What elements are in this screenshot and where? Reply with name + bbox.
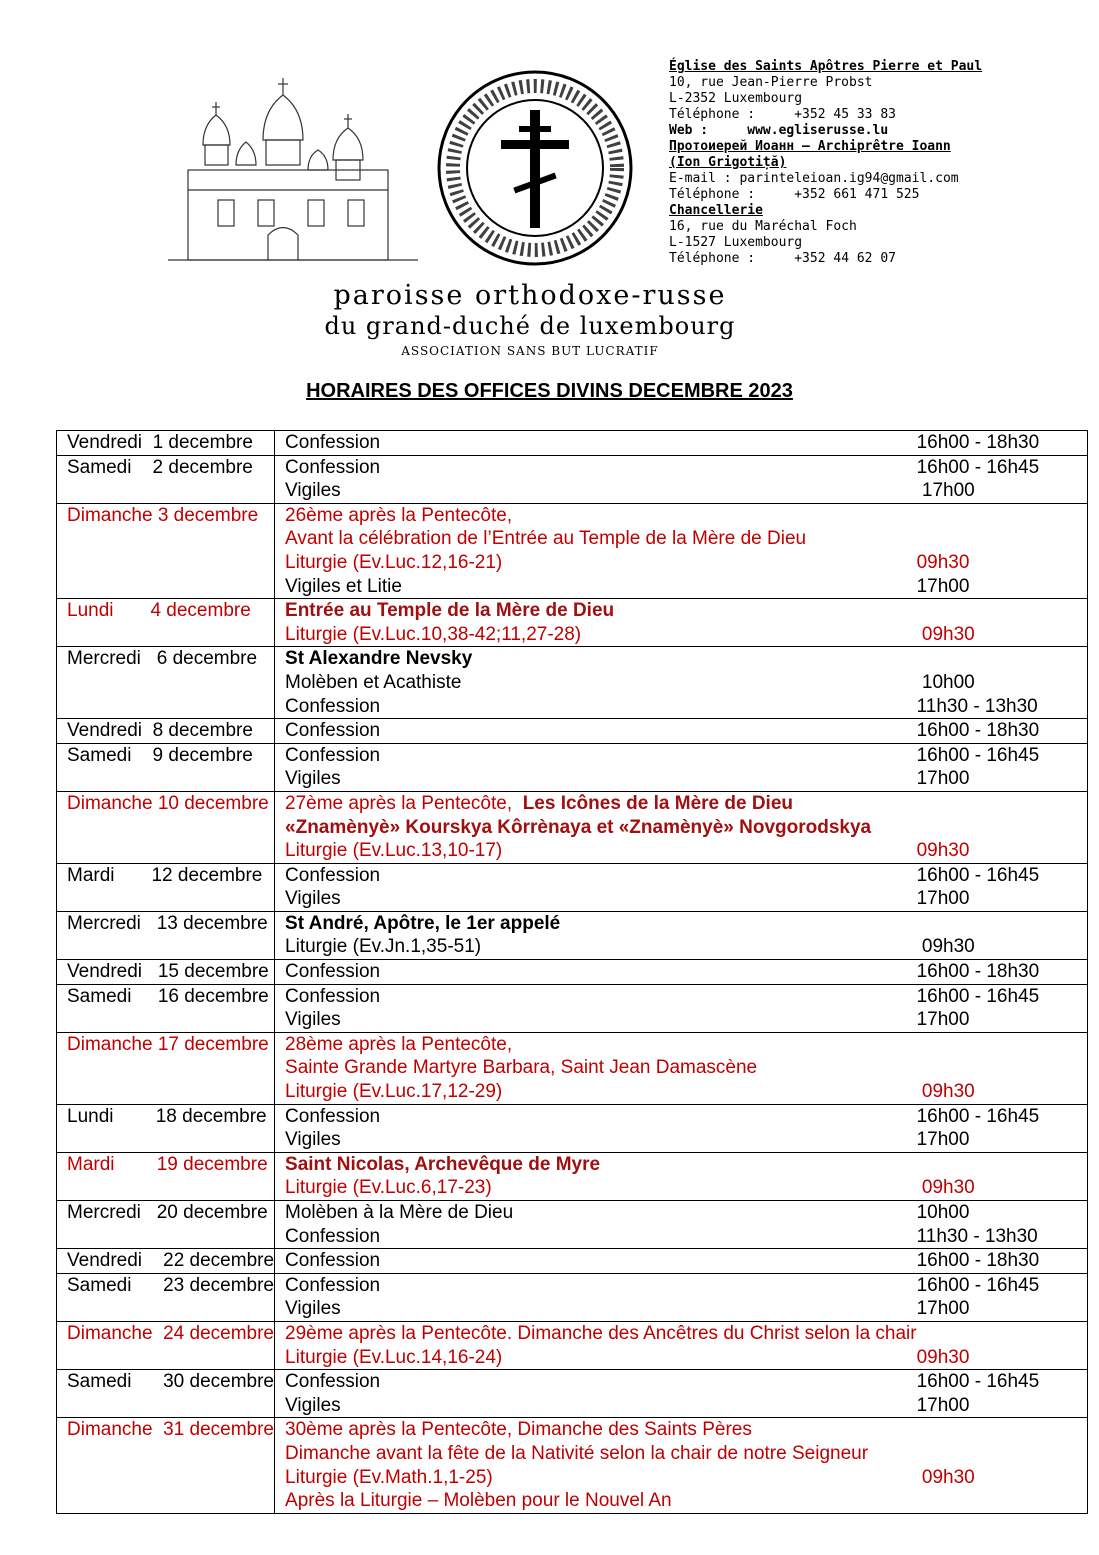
schedule-table [56, 430, 1088, 1514]
priest-title: Протоиерей Иоанн – Archiprêtre Ioann [669, 139, 951, 154]
church-drawing-icon [158, 70, 428, 270]
schedule-services [275, 743, 1088, 791]
service-time: 09h30 [916, 551, 970, 573]
schedule-date [57, 1152, 275, 1200]
service-name [285, 1394, 917, 1418]
schedule-date-text: Mercredi 20 decembre [67, 1202, 268, 1223]
parish-association: ASSOCIATION SANS BUT LUCRATIF [401, 344, 659, 358]
service-name [285, 1322, 917, 1346]
service-time: 09h30 [916, 1081, 975, 1103]
schedule-services [275, 719, 1088, 744]
service-line [285, 623, 1087, 647]
service-text: 30ème après la Pentecôte, Dimanche des Saints Pères [285, 1419, 752, 1441]
service-name [285, 1008, 917, 1032]
service-text: Entrée au Temple de la Mère de Dieu [285, 600, 615, 622]
service-text: Confession [285, 1225, 381, 1247]
contact-block [669, 59, 982, 267]
schedule-services [275, 503, 1088, 598]
service-time: 16h00 - 18h30 [916, 1250, 1040, 1272]
schedule-date [57, 1201, 275, 1249]
service-text: Liturgie (Ev.Luc.17,12-29) [285, 1081, 503, 1103]
service-name [285, 1466, 917, 1490]
service-line [285, 719, 1087, 743]
service-line [285, 695, 1087, 719]
service-time: 09h30 [916, 1466, 975, 1488]
service-line [285, 599, 1087, 623]
service-text: Liturgie (Ev.Luc.10,38-42;11,27-28) [285, 623, 582, 645]
service-time: 16h00 - 16h45 [916, 1105, 1040, 1127]
service-text: Saint Nicolas, Archevêque de Myre [285, 1153, 601, 1175]
service-text: Liturgie (Ev.Math.1,1-25) [285, 1466, 493, 1488]
schedule-services [275, 863, 1088, 911]
service-line [285, 1153, 1087, 1177]
service-name [285, 985, 917, 1009]
schedule-date-text: Samedi 2 decembre [67, 456, 253, 478]
service-text: Vigiles [285, 1394, 341, 1416]
service-text: Confession [285, 1105, 381, 1127]
church-name: Église des Saints Apôtres Pierre et Paul [669, 59, 983, 74]
service-name [285, 1418, 917, 1442]
parish-seal-icon [435, 68, 635, 268]
service-time [917, 647, 1087, 671]
service-text: Confession [285, 1250, 381, 1272]
service-time [917, 816, 1087, 840]
service-line [285, 479, 1087, 503]
parish-name-line-2: du grand-duché de luxembourg [324, 312, 736, 340]
schedule-row [57, 1370, 1088, 1418]
service-line [285, 1297, 1087, 1321]
service-time [917, 912, 1087, 936]
schedule-services [275, 791, 1088, 863]
schedule-date-text: Dimanche 17 decembre [67, 1033, 269, 1055]
schedule-date [57, 431, 275, 456]
service-time: 16h00 - 16h45 [916, 864, 1040, 886]
schedule-date-text: Samedi 9 decembre [67, 744, 253, 766]
service-time: 11h30 - 13h30 [916, 695, 1038, 717]
service-line [285, 1322, 1087, 1346]
service-name [285, 912, 917, 936]
service-name [285, 479, 917, 503]
service-name [285, 1297, 917, 1321]
service-line [285, 1008, 1087, 1032]
service-text: Confession [285, 864, 381, 886]
service-name [285, 671, 917, 695]
service-text: Vigiles [285, 1298, 341, 1320]
service-line [285, 456, 1087, 480]
parish-name-line-1: paroisse orthodoxe-russe [333, 280, 727, 311]
chancellery-address-2: L-1527 Luxembourg [669, 235, 803, 250]
service-line [285, 864, 1087, 888]
email-link[interactable]: parinteleioan.ig94@gmail.com [739, 171, 959, 186]
service-name [285, 1346, 917, 1370]
service-line [285, 985, 1087, 1009]
service-text: Liturgie (Ev.Luc.6,17-23) [285, 1177, 492, 1199]
schedule-date-text: Samedi 23 decembre [67, 1274, 274, 1296]
service-name [285, 1249, 917, 1273]
schedule-date [57, 599, 275, 647]
schedule-services [275, 431, 1088, 456]
service-name [285, 1080, 917, 1104]
schedule-date [57, 455, 275, 503]
service-time [917, 504, 1087, 528]
schedule-row [57, 1321, 1088, 1369]
service-text: Sainte Grande Martyre Barbara, Saint Jean Damascène [285, 1057, 758, 1079]
service-text: Vigiles [285, 1129, 341, 1151]
service-name [285, 504, 917, 528]
service-line [285, 1370, 1087, 1394]
service-text: Après la Liturgie – Molèben pour le Nouvel An [285, 1490, 672, 1512]
service-line [285, 1105, 1087, 1129]
service-name [285, 887, 917, 911]
schedule-date-text: Lundi 4 decembre [67, 600, 251, 622]
service-time: 17h00 [916, 1129, 970, 1151]
service-time [917, 1322, 1087, 1346]
schedule-date-text: Vendredi 15 decembre [67, 961, 269, 983]
service-name [285, 456, 917, 480]
service-line [285, 792, 1087, 816]
service-name [285, 719, 917, 743]
service-line [285, 1418, 1087, 1442]
service-time: 17h00 [916, 1009, 970, 1031]
service-name [285, 575, 917, 599]
schedule-date-text: Vendredi 8 decembre [67, 720, 253, 742]
service-time: 16h00 - 16h45 [916, 985, 1040, 1007]
schedule-date [57, 503, 275, 598]
document-title: HORAIRES DES OFFICES DIVINS DECEMBRE 2023 [306, 380, 793, 402]
schedule-row [57, 1032, 1088, 1104]
schedule-row [57, 863, 1088, 911]
address-line-1: 10, rue Jean-Pierre Probst [669, 75, 873, 90]
schedule-services [275, 1273, 1088, 1321]
schedule-date [57, 960, 275, 985]
schedule-date-text: Dimanche 24 decembre [67, 1322, 274, 1344]
service-text: Vigiles [285, 888, 341, 910]
service-line [285, 912, 1087, 936]
service-time [917, 1442, 1087, 1466]
service-line [285, 1201, 1087, 1225]
schedule-services [275, 1321, 1088, 1369]
service-line [285, 935, 1087, 959]
service-text: Confession [285, 985, 381, 1007]
schedule-date [57, 743, 275, 791]
service-line [285, 527, 1087, 551]
service-text: 27ème après la Pentecôte, [285, 792, 523, 814]
priest-name: (Ion Grigotiță) [669, 155, 787, 170]
service-text: Confession [285, 1371, 381, 1393]
service-time [917, 527, 1087, 551]
service-text: Liturgie (Ev.Jn.1,35-51) [285, 936, 482, 958]
schedule-date [57, 791, 275, 863]
service-name [285, 1033, 917, 1057]
service-line [285, 1033, 1087, 1057]
service-text: Confession [285, 720, 381, 742]
schedule-services [275, 911, 1088, 959]
phone-number: +352 45 33 83 [794, 107, 896, 122]
schedule-row [57, 455, 1088, 503]
service-name [285, 1489, 917, 1513]
service-name [285, 1105, 917, 1129]
service-time: 10h00 [916, 1202, 970, 1223]
service-time [917, 1153, 1087, 1177]
service-name [285, 1056, 917, 1080]
service-line [285, 575, 1087, 599]
service-text: Vigiles [285, 768, 341, 790]
service-text: Molèben à la Mère de Dieu [285, 1202, 514, 1223]
phone3-number: +352 44 62 07 [794, 251, 896, 266]
schedule-date-text: Mardi 12 decembre [67, 864, 263, 886]
schedule-row [57, 647, 1088, 719]
service-line [285, 504, 1087, 528]
service-line [285, 767, 1087, 791]
service-text: Liturgie (Ev.Luc.13,10-17) [285, 840, 503, 862]
schedule-date [57, 647, 275, 719]
schedule-date [57, 1104, 275, 1152]
schedule-date-text: Vendredi 1 decembre [67, 432, 253, 453]
service-line [285, 1080, 1087, 1104]
service-time: 17h00 [916, 888, 970, 910]
service-time: 17h00 [916, 575, 970, 597]
service-time: 09h30 [916, 1346, 970, 1368]
website-link[interactable]: www.egliserusse.lu [747, 123, 889, 138]
schedule-date-text: Dimanche 3 decembre [67, 504, 259, 526]
schedule-services [275, 1032, 1088, 1104]
service-name [285, 839, 917, 863]
service-line [285, 887, 1087, 911]
schedule-row [57, 1418, 1088, 1513]
schedule-row [57, 984, 1088, 1032]
service-name [285, 599, 917, 623]
service-time [917, 1489, 1087, 1513]
service-line [285, 744, 1087, 768]
schedule-row [57, 719, 1088, 744]
service-name [285, 431, 917, 455]
service-time: 17h00 [916, 1394, 970, 1416]
service-line [285, 1442, 1087, 1466]
service-line [285, 816, 1087, 840]
schedule-row [57, 1273, 1088, 1321]
service-name [285, 1274, 917, 1298]
service-time: 16h00 - 16h45 [916, 456, 1040, 478]
schedule-row [57, 599, 1088, 647]
service-text: Molèben et Acathiste [285, 671, 462, 693]
schedule-date [57, 1273, 275, 1321]
service-name [285, 1225, 917, 1249]
service-line [285, 551, 1087, 575]
service-time: 16h00 - 16h45 [916, 744, 1040, 766]
service-name [285, 1370, 917, 1394]
service-text: Liturgie (Ev.Luc.12,16-21) [285, 551, 503, 573]
service-time: 11h30 - 13h30 [916, 1225, 1038, 1247]
schedule-services [275, 1104, 1088, 1152]
schedule-date-text: Dimanche 31 decembre [67, 1419, 274, 1441]
service-name [285, 623, 917, 647]
service-name [285, 864, 917, 888]
schedule-date-text: Mercredi 13 decembre [67, 912, 268, 934]
chancellery-address-1: 16, rue du Maréchal Foch [669, 219, 857, 234]
service-text: Confession [285, 432, 381, 453]
service-line [285, 1466, 1087, 1490]
service-text: Confession [285, 1274, 381, 1296]
schedule-date-text: Samedi 30 decembre [67, 1371, 274, 1393]
service-line [285, 671, 1087, 695]
email-label: E-mail : [669, 171, 732, 186]
service-name [285, 1176, 917, 1200]
schedule-date [57, 1418, 275, 1513]
service-text: Vigiles [285, 1009, 341, 1031]
service-name [285, 960, 917, 984]
schedule-services [275, 1201, 1088, 1249]
service-line [285, 960, 1087, 984]
service-line [285, 1225, 1087, 1249]
schedule-services [275, 647, 1088, 719]
service-text: 29ème après la Pentecôte. Dimanche des Ancêtres du Christ selon la chair [285, 1322, 917, 1344]
service-name [285, 744, 917, 768]
schedule-date-text: Samedi 16 decembre [67, 985, 269, 1007]
service-text: Liturgie (Ev.Luc.14,16-24) [285, 1346, 503, 1368]
service-time: 16h00 - 18h30 [916, 432, 1040, 453]
service-line [285, 1394, 1087, 1418]
service-text: Confession [285, 744, 381, 766]
schedule-services [275, 1249, 1088, 1274]
schedule-row [57, 1104, 1088, 1152]
schedule-date [57, 863, 275, 911]
service-line [285, 1128, 1087, 1152]
schedule-services [275, 455, 1088, 503]
chancellery-label: Chancellerie [669, 203, 763, 218]
service-name [285, 767, 917, 791]
service-name [285, 527, 917, 551]
address-line-2: L-2352 Luxembourg [669, 91, 803, 106]
phone2-number: +352 661 471 525 [794, 187, 920, 202]
phone3-label: Téléphone : [669, 251, 756, 266]
service-line [285, 431, 1087, 455]
service-text: Dimanche avant la fête de la Nativité selon la chair de notre Seigneur [285, 1442, 869, 1464]
service-name [285, 551, 917, 575]
service-text: «Znamènyè» Kourskya Kôrrènaya et «Znamènyè» Novgorodskya [285, 816, 872, 838]
schedule-date [57, 1249, 275, 1274]
service-name [285, 1201, 917, 1225]
schedule-date-text: Mardi 19 decembre [67, 1153, 268, 1175]
service-time: 17h00 [916, 480, 975, 502]
service-name [285, 1128, 917, 1152]
service-time: 16h00 - 16h45 [916, 1371, 1040, 1393]
schedule-row [57, 1152, 1088, 1200]
service-name [285, 647, 917, 671]
service-line [285, 1489, 1087, 1513]
schedule-row [57, 791, 1088, 863]
service-time: 09h30 [916, 840, 970, 862]
schedule-services [275, 1370, 1088, 1418]
service-name [285, 695, 917, 719]
schedule-date [57, 1370, 275, 1418]
service-text: Avant la célébration de l’Entrée au Temple de la Mère de Dieu [285, 528, 807, 550]
schedule-row [57, 1201, 1088, 1249]
service-time: 16h00 - 18h30 [916, 961, 1040, 983]
schedule-date [57, 1032, 275, 1104]
service-text: Vigiles et Litie [285, 575, 402, 597]
schedule-date-text: Vendredi 22 decembre [67, 1250, 275, 1272]
schedule-date [57, 984, 275, 1032]
parish-name [300, 280, 760, 360]
service-line [285, 839, 1087, 863]
service-time: 17h00 [916, 768, 970, 790]
service-text: St Alexandre Nevsky [285, 648, 473, 670]
service-name [285, 1442, 917, 1466]
schedule-row [57, 960, 1088, 985]
phone2-label: Téléphone : [669, 187, 756, 202]
schedule-row [57, 743, 1088, 791]
service-time [917, 1418, 1087, 1442]
service-text: 28ème après la Pentecôte, [285, 1033, 513, 1055]
service-feast: Les Icônes de la Mère de Dieu [522, 792, 794, 814]
service-text: St André, Apôtre, le 1er appelé [285, 912, 561, 934]
schedule-date-text: Mercredi 6 decembre [67, 648, 258, 670]
schedule-services [275, 1418, 1088, 1513]
service-time [917, 792, 1087, 816]
schedule-date-text: Dimanche 10 decembre [67, 792, 269, 814]
service-name [285, 816, 917, 840]
service-line [285, 647, 1087, 671]
schedule-row [57, 503, 1088, 598]
schedule-services [275, 984, 1088, 1032]
schedule-date-text: Lundi 18 decembre [67, 1105, 267, 1127]
service-time: 17h00 [916, 1298, 970, 1320]
service-line [285, 1274, 1087, 1298]
service-time: 09h30 [916, 1177, 975, 1199]
service-name [285, 1153, 917, 1177]
web-label: Web : [669, 123, 709, 138]
service-line [285, 1176, 1087, 1200]
service-time [917, 599, 1087, 623]
service-line [285, 1056, 1087, 1080]
service-text: Vigiles [285, 480, 341, 502]
service-name [285, 792, 917, 816]
service-time: 16h00 - 18h30 [916, 720, 1040, 742]
phone-label: Téléphone : [669, 107, 756, 122]
service-line [285, 1249, 1087, 1273]
schedule-date [57, 719, 275, 744]
service-time: 09h30 [916, 623, 975, 645]
schedule-services [275, 599, 1088, 647]
schedule-row [57, 1249, 1088, 1274]
schedule-services [275, 1152, 1088, 1200]
service-line [285, 1346, 1087, 1370]
service-name [285, 935, 917, 959]
service-text: 26ème après la Pentecôte, [285, 504, 513, 526]
service-text: Confession [285, 695, 381, 717]
service-time: 09h30 [916, 936, 975, 958]
schedule-row [57, 911, 1088, 959]
service-time [917, 1033, 1087, 1057]
service-text: Confession [285, 456, 381, 478]
service-time: 10h00 [916, 671, 975, 693]
schedule-date [57, 911, 275, 959]
service-time [917, 1056, 1087, 1080]
service-time: 16h00 - 16h45 [916, 1274, 1040, 1296]
service-text: Confession [285, 961, 381, 983]
schedule-row [57, 431, 1088, 456]
schedule-services [275, 960, 1088, 985]
schedule-date [57, 1321, 275, 1369]
